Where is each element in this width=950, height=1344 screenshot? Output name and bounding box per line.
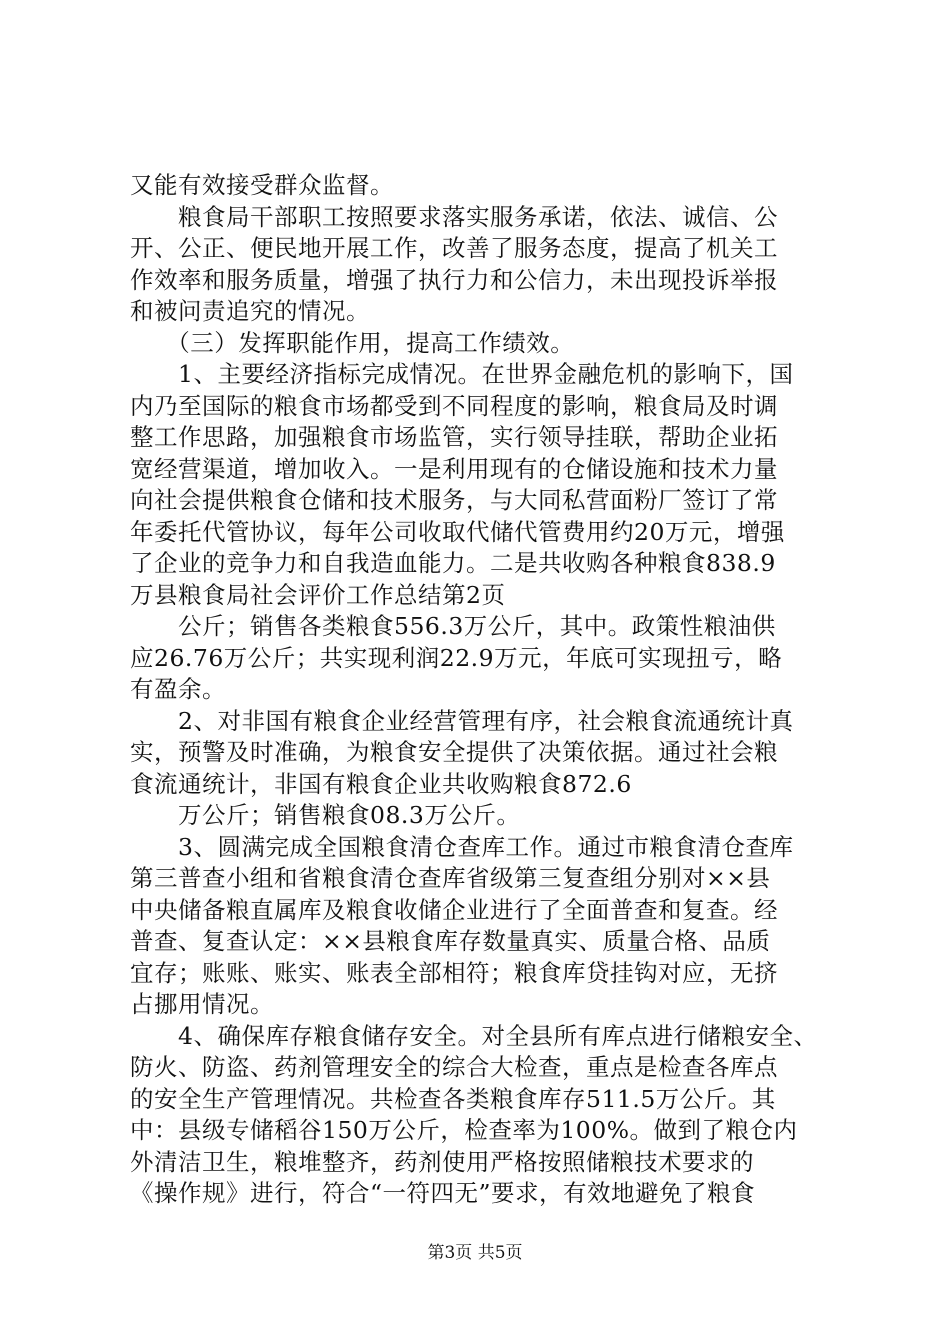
text-line: 粮食局干部职工按照要求落实服务承诺，依法、诚信、公 [130, 202, 778, 231]
text-line: 作效率和服务质量，增强了执行力和公信力，未出现投诉举报 [130, 265, 778, 294]
text-line: 食流通统计，非国有粮食企业共收购粮食872.6 [130, 769, 632, 798]
text-line: 3、圆满完成全国粮食清仓查库工作。通过市粮食清仓查库 [130, 832, 794, 861]
text-line: 占挪用情况。 [130, 990, 274, 1018]
text-line: 向社会提供粮食仓储和技术服务，与大同私营面粉厂签订了常 [130, 486, 778, 514]
text-line: 4、确保库存粮食储存安全。对全县所有库点进行储粮安全、 [130, 1021, 818, 1050]
text-line: 防火、防盗、药剂管理安全的综合大检查，重点是检查各库点 [130, 1053, 778, 1081]
text-line: 内乃至国际的粮食市场都受到不同程度的影响，粮食局及时调 [130, 391, 778, 420]
text-line: 有盈余。 [130, 675, 226, 703]
text-line: 年委托代管协议，每年公司收取代储代管费用约20万元，增强 [130, 517, 785, 546]
text-line: 宜存；账账、账实、账表全部相符；粮食库贷挂钩对应，无挤 [130, 958, 778, 987]
text-line: 1、主要经济指标完成情况。在世界金融危机的影响下，国 [130, 360, 794, 388]
text-line: 普查、复查认定：××县粮食库存数量真实、质量合格、品质 [130, 927, 771, 955]
text-line: 公斤；销售各类粮食556.3万公斤，其中。政策性粮油供 [130, 612, 776, 640]
text-line: 实，预警及时准确，为粮食安全提供了决策依据。通过社会粮 [130, 738, 778, 766]
text-line: 的安全生产管理情况。共检查各类粮食库存511.5万公斤。其 [130, 1084, 776, 1113]
text-line: 中：县级专储稻谷150万公斤，检查率为100%。做到了粮仓内 [130, 1116, 798, 1144]
text-line: 应26.76万公斤；共实现利润22.9万元，年底可实现扭亏，略 [130, 643, 783, 672]
text-line: 2、对非国有粮食企业经营管理有序，社会粮食流通统计真 [130, 706, 794, 735]
text-line: 和被问责追究的情况。 [130, 297, 370, 325]
text-line: 宽经营渠道，增加收入。一是利用现有的仓储设施和技术力量 [130, 454, 778, 483]
page-footer: 第3页 共5页 [427, 1243, 523, 1263]
text-line: 开、公正、便民地开展工作，改善了服务态度，提高了机关工 [130, 234, 778, 262]
text-line: 万县粮食局社会评价工作总结第2页 [130, 580, 506, 609]
text-line: 第三普查小组和省粮食清仓查库省级第三复查组分别对××县 [130, 864, 771, 892]
text-line: 《操作规》进行，符合“一符四无”要求，有效地避免了粮食 [130, 1179, 756, 1207]
text-line: 又能有效接受群众监督。 [130, 171, 394, 199]
text-line: 中央储备粮直属库及粮食收储企业进行了全面普查和复查。经 [130, 895, 778, 924]
text-line: 了企业的竞争力和自我造血能力。二是共收购各种粮食838.9 [130, 549, 776, 577]
section-heading: （三）发挥职能作用，提高工作绩效。 [130, 328, 575, 357]
text-line: 外清洁卫生，粮堆整齐，药剂使用严格按照储粮技术要求的 [130, 1147, 754, 1176]
text-line: 万公斤；销售粮食08.3万公斤。 [130, 801, 521, 829]
text-line: 整工作思路，加强粮食市场监管，实行领导挂联，帮助企业拓 [130, 423, 778, 451]
